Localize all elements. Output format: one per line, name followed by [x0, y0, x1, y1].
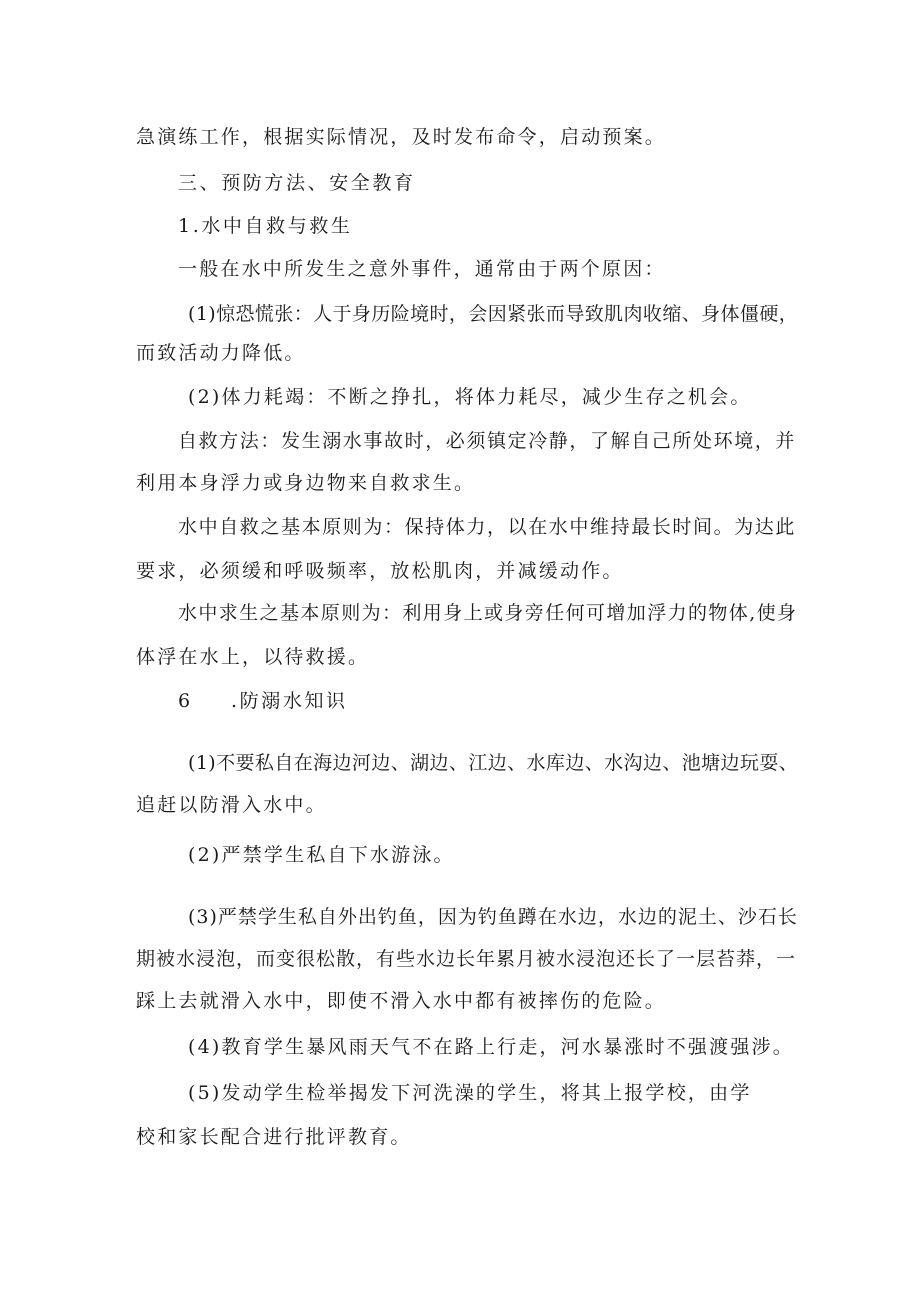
paragraph-line: 利用本身浮力或身边物来自救求生。	[136, 472, 476, 494]
subsection-heading: 1.水中自救与救生	[178, 215, 353, 237]
paragraph-line: 体浮在水上，以待救援。	[136, 646, 370, 668]
paragraph-line: 要求，必须缓和呼吸频率，放松肌肉，并减缓动作。	[136, 560, 624, 582]
list-item-line: (2)体力耗竭：不断之挣扎，将体力耗尽，减少生存之机会。	[188, 386, 752, 408]
paragraph-line: 水中求生之基本原则为：利用身上或身旁任何可增加浮力的物体,使身	[178, 602, 798, 624]
list-item-line: (1)惊恐慌张：人于身历险境时，会因紧张而导致肌肉收缩、身体僵硬，	[188, 303, 799, 325]
list-item-line: 而致活动力降低。	[136, 342, 306, 364]
list-item-line: (3)严禁学生私自外出钓鱼，因为钓鱼蹲在水边，水边的泥土、沙石长	[188, 906, 798, 928]
list-item-line: (1)不要私自在海边河边、湖边、江边、水库边、水沟边、池塘边玩耍、	[188, 752, 799, 774]
paragraph-line: 水中自救之基本原则为：保持体力，以在水中维持最长时间。为达此	[178, 516, 797, 538]
list-item-line: 期被水浸泡，而变很松散，有些水边长年累月被水浸泡还长了一层苔莽，一	[136, 948, 797, 970]
paragraph-line: 自救方法：发生溺水事故时，必须镇定冷静，了解自己所处环境，并	[178, 430, 797, 452]
list-item-line: (2)严禁学生私自下水游泳。	[188, 844, 455, 866]
list-item-line: 校和家长配合进行批评教育。	[136, 1126, 412, 1148]
subsection-heading: .防溺水知识	[231, 690, 348, 712]
list-item-line: 追赶以防滑入水中。	[136, 794, 327, 816]
list-item-line: (5)发动学生检举揭发下河洗澡的学生，将其上报学校，由学	[188, 1082, 752, 1104]
paragraph-line: 急演练工作，根据实际情况，及时发布命令，启动预案。	[136, 126, 667, 148]
section-heading: 三、预防方法、安全教育	[178, 172, 416, 194]
list-item-line: (4)教育学生暴风雨天气不在路上行走，河水暴涨时不强渡强涉。	[188, 1036, 794, 1058]
paragraph-line: 一般在水中所发生之意外事件，通常由于两个原因：	[178, 258, 666, 280]
list-item-line: 踩上去就滑入水中，即使不滑入水中都有被摔伤的危险。	[136, 990, 667, 1012]
subsection-number: 6	[178, 690, 193, 712]
